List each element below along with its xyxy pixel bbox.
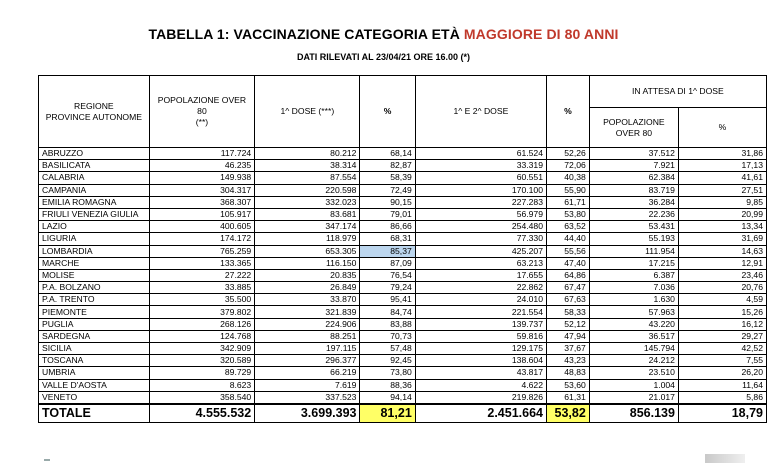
value-cell: 86,66 xyxy=(360,221,415,233)
value-cell: 62.384 xyxy=(589,172,678,184)
table-row xyxy=(39,196,767,208)
header-first-dose-pct: % xyxy=(360,76,415,148)
value-cell: 43.220 xyxy=(589,318,678,330)
value-cell: 296.377 xyxy=(255,355,360,367)
value-cell: 79,24 xyxy=(360,282,415,294)
value-cell: 24.010 xyxy=(415,294,546,306)
total-value: 81,21 xyxy=(360,404,415,423)
header-second-dose-pct: % xyxy=(546,76,589,148)
region-cell: CALABRIA xyxy=(39,172,150,184)
value-cell: 33.870 xyxy=(255,294,360,306)
region-cell: LIGURIA xyxy=(39,233,150,245)
region-cell: CAMPANIA xyxy=(39,184,150,196)
region-cell: P.A. BOLZANO xyxy=(39,282,150,294)
table-row xyxy=(39,233,767,245)
value-cell: 765.259 xyxy=(149,245,255,257)
value-cell: 139.737 xyxy=(415,318,546,330)
table-row xyxy=(39,282,767,294)
value-cell: 31,86 xyxy=(678,148,766,160)
value-cell: 304.317 xyxy=(149,184,255,196)
region-cell: SICILIA xyxy=(39,343,150,355)
page-title xyxy=(0,26,767,42)
value-cell: 124.768 xyxy=(149,330,255,342)
value-cell: 83.719 xyxy=(589,184,678,196)
value-cell: 44,40 xyxy=(546,233,589,245)
table-row xyxy=(39,391,767,404)
vaccination-table xyxy=(38,75,767,423)
region-cell: BASILICATA xyxy=(39,160,150,172)
value-cell: 63.213 xyxy=(415,257,546,269)
value-cell: 67,63 xyxy=(546,294,589,306)
value-cell: 61,71 xyxy=(546,196,589,208)
value-cell: 129.175 xyxy=(415,343,546,355)
region-cell: UMBRIA xyxy=(39,367,150,379)
total-value: 3.699.393 xyxy=(255,404,360,423)
value-cell: 9,85 xyxy=(678,196,766,208)
value-cell: 1.004 xyxy=(589,379,678,391)
value-cell: 24.212 xyxy=(589,355,678,367)
table-row xyxy=(39,245,767,257)
value-cell: 379.802 xyxy=(149,306,255,318)
value-cell: 118.979 xyxy=(255,233,360,245)
value-cell: 41,61 xyxy=(678,172,766,184)
value-cell: 68,14 xyxy=(360,148,415,160)
region-cell: VALLE D'AOSTA xyxy=(39,379,150,391)
value-cell: 35.500 xyxy=(149,294,255,306)
total-value: 2.451.664 xyxy=(415,404,546,423)
value-cell: 337.523 xyxy=(255,391,360,404)
value-cell: 48,83 xyxy=(546,367,589,379)
corner-fragment xyxy=(705,454,745,463)
value-cell: 347.174 xyxy=(255,221,360,233)
table-row xyxy=(39,379,767,391)
value-cell: 66.219 xyxy=(255,367,360,379)
value-cell: 37.512 xyxy=(589,148,678,160)
value-cell: 73,80 xyxy=(360,367,415,379)
value-cell: 227.283 xyxy=(415,196,546,208)
value-cell: 221.554 xyxy=(415,306,546,318)
value-cell: 94,14 xyxy=(360,391,415,404)
value-cell: 13,34 xyxy=(678,221,766,233)
value-cell: 59.816 xyxy=(415,330,546,342)
value-cell: 46.235 xyxy=(149,160,255,172)
value-cell: 31,69 xyxy=(678,233,766,245)
value-cell: 47,40 xyxy=(546,257,589,269)
total-value: 4.555.532 xyxy=(149,404,255,423)
value-cell: 68,31 xyxy=(360,233,415,245)
value-cell: 5,86 xyxy=(678,391,766,404)
value-cell: 84,74 xyxy=(360,306,415,318)
value-cell: 254.480 xyxy=(415,221,546,233)
value-cell: 4.622 xyxy=(415,379,546,391)
value-cell: 1.630 xyxy=(589,294,678,306)
value-cell: 4,59 xyxy=(678,294,766,306)
value-cell: 15,26 xyxy=(678,306,766,318)
value-cell: 52,12 xyxy=(546,318,589,330)
value-cell: 23,46 xyxy=(678,269,766,281)
header-waiting-group: IN ATTESA DI 1^ DOSE xyxy=(589,76,766,108)
value-cell: 105.917 xyxy=(149,208,255,220)
value-cell: 224.906 xyxy=(255,318,360,330)
value-cell: 653.305 xyxy=(255,245,360,257)
table-row xyxy=(39,318,767,330)
value-cell: 53,60 xyxy=(546,379,589,391)
region-cell: VENETO xyxy=(39,391,150,404)
table-row xyxy=(39,330,767,342)
region-cell: FRIULI VENEZIA GIULIA xyxy=(39,208,150,220)
value-cell: 17,13 xyxy=(678,160,766,172)
table-row xyxy=(39,208,767,220)
value-cell: 53.431 xyxy=(589,221,678,233)
value-cell: 14,63 xyxy=(678,245,766,257)
value-cell: 27.222 xyxy=(149,269,255,281)
value-cell: 29,27 xyxy=(678,330,766,342)
value-cell: 67,47 xyxy=(546,282,589,294)
value-cell: 268.126 xyxy=(149,318,255,330)
value-cell: 16,12 xyxy=(678,318,766,330)
value-cell: 36.517 xyxy=(589,330,678,342)
header-region: REGIONE PROVINCE AUTONOME xyxy=(39,76,150,148)
value-cell: 58,39 xyxy=(360,172,415,184)
value-cell: 79,01 xyxy=(360,208,415,220)
value-cell: 220.598 xyxy=(255,184,360,196)
value-cell: 53,80 xyxy=(546,208,589,220)
table-row xyxy=(39,257,767,269)
value-cell: 111.954 xyxy=(589,245,678,257)
table-row xyxy=(39,355,767,367)
value-cell: 63,52 xyxy=(546,221,589,233)
value-cell: 56.979 xyxy=(415,208,546,220)
value-cell: 43,23 xyxy=(546,355,589,367)
header-second-dose: 1^ E 2^ DOSE xyxy=(415,76,546,148)
value-cell: 58,33 xyxy=(546,306,589,318)
total-label: TOTALE xyxy=(39,404,150,423)
region-cell: LOMBARDIA xyxy=(39,245,150,257)
value-cell: 89.729 xyxy=(149,367,255,379)
value-cell: 425.207 xyxy=(415,245,546,257)
value-cell: 7.036 xyxy=(589,282,678,294)
region-cell: PUGLIA xyxy=(39,318,150,330)
value-cell: 85,37 xyxy=(360,245,415,257)
value-cell: 83,88 xyxy=(360,318,415,330)
value-cell: 342.909 xyxy=(149,343,255,355)
value-cell: 33.885 xyxy=(149,282,255,294)
value-cell: 17.215 xyxy=(589,257,678,269)
table-row xyxy=(39,367,767,379)
header-waiting-pct: % xyxy=(678,108,766,148)
region-cell: MARCHE xyxy=(39,257,150,269)
value-cell: 77.330 xyxy=(415,233,546,245)
region-cell: SARDEGNA xyxy=(39,330,150,342)
value-cell: 116.150 xyxy=(255,257,360,269)
table-row xyxy=(39,184,767,196)
value-cell: 88.251 xyxy=(255,330,360,342)
value-cell: 219.826 xyxy=(415,391,546,404)
value-cell: 80.212 xyxy=(255,148,360,160)
region-cell: PIEMONTE xyxy=(39,306,150,318)
value-cell: 47,94 xyxy=(546,330,589,342)
table-row xyxy=(39,148,767,160)
value-cell: 40,38 xyxy=(546,172,589,184)
value-cell: 7,55 xyxy=(678,355,766,367)
value-cell: 33.319 xyxy=(415,160,546,172)
value-cell: 400.605 xyxy=(149,221,255,233)
page-subtitle: DATI RILEVATI AL 23/04/21 ORE 16.00 (*) xyxy=(296,52,471,62)
value-cell: 320.589 xyxy=(149,355,255,367)
value-cell: 17.655 xyxy=(415,269,546,281)
value-cell: 197.115 xyxy=(255,343,360,355)
value-cell: 55,90 xyxy=(546,184,589,196)
table-row xyxy=(39,343,767,355)
value-cell: 36.284 xyxy=(589,196,678,208)
page-mark xyxy=(44,459,50,461)
value-cell: 60.551 xyxy=(415,172,546,184)
value-cell: 92,45 xyxy=(360,355,415,367)
value-cell: 22.236 xyxy=(589,208,678,220)
value-cell: 61,31 xyxy=(546,391,589,404)
value-cell: 321.839 xyxy=(255,306,360,318)
table-row xyxy=(39,269,767,281)
value-cell: 21.017 xyxy=(589,391,678,404)
total-value: 18,79 xyxy=(678,404,766,423)
value-cell: 12,91 xyxy=(678,257,766,269)
table-row xyxy=(39,172,767,184)
title-highlight: MAGGIORE DI 80 ANNI xyxy=(463,26,619,42)
value-cell: 95,41 xyxy=(360,294,415,306)
value-cell: 23.510 xyxy=(589,367,678,379)
value-cell: 87.554 xyxy=(255,172,360,184)
region-cell: MOLISE xyxy=(39,269,150,281)
header-waiting-population: POPOLAZIONE OVER 80 xyxy=(589,108,678,148)
value-cell: 11,64 xyxy=(678,379,766,391)
table-row xyxy=(39,160,767,172)
value-cell: 88,36 xyxy=(360,379,415,391)
value-cell: 87,09 xyxy=(360,257,415,269)
value-cell: 57,48 xyxy=(360,343,415,355)
title-prefix: TABELLA 1: VACCINAZIONE CATEGORIA ETÀ xyxy=(148,26,464,42)
value-cell: 7.619 xyxy=(255,379,360,391)
value-cell: 149.938 xyxy=(149,172,255,184)
value-cell: 8.623 xyxy=(149,379,255,391)
value-cell: 332.023 xyxy=(255,196,360,208)
value-cell: 55.193 xyxy=(589,233,678,245)
value-cell: 76,54 xyxy=(360,269,415,281)
region-cell: ABRUZZO xyxy=(39,148,150,160)
value-cell: 145.794 xyxy=(589,343,678,355)
value-cell: 61.524 xyxy=(415,148,546,160)
value-cell: 42,52 xyxy=(678,343,766,355)
total-row xyxy=(39,404,767,423)
value-cell: 368.307 xyxy=(149,196,255,208)
table-row xyxy=(39,306,767,318)
value-cell: 43.817 xyxy=(415,367,546,379)
value-cell: 90,15 xyxy=(360,196,415,208)
value-cell: 133.365 xyxy=(149,257,255,269)
value-cell: 57.963 xyxy=(589,306,678,318)
value-cell: 174.172 xyxy=(149,233,255,245)
value-cell: 55,56 xyxy=(546,245,589,257)
value-cell: 70,73 xyxy=(360,330,415,342)
total-value: 856.139 xyxy=(589,404,678,423)
value-cell: 26.849 xyxy=(255,282,360,294)
value-cell: 37,67 xyxy=(546,343,589,355)
table-row xyxy=(39,294,767,306)
value-cell: 38.314 xyxy=(255,160,360,172)
value-cell: 138.604 xyxy=(415,355,546,367)
value-cell: 64,86 xyxy=(546,269,589,281)
value-cell: 72,06 xyxy=(546,160,589,172)
region-cell: LAZIO xyxy=(39,221,150,233)
value-cell: 7.921 xyxy=(589,160,678,172)
value-cell: 358.540 xyxy=(149,391,255,404)
total-value: 53,82 xyxy=(546,404,589,423)
value-cell: 83.681 xyxy=(255,208,360,220)
value-cell: 20,99 xyxy=(678,208,766,220)
value-cell: 117.724 xyxy=(149,148,255,160)
header-first-dose: 1^ DOSE (***) xyxy=(255,76,360,148)
region-cell: TOSCANA xyxy=(39,355,150,367)
region-cell: EMILIA ROMAGNA xyxy=(39,196,150,208)
value-cell: 22.862 xyxy=(415,282,546,294)
value-cell: 170.100 xyxy=(415,184,546,196)
value-cell: 26,20 xyxy=(678,367,766,379)
value-cell: 82,87 xyxy=(360,160,415,172)
value-cell: 6.387 xyxy=(589,269,678,281)
value-cell: 20.835 xyxy=(255,269,360,281)
value-cell: 52,26 xyxy=(546,148,589,160)
header-population: POPOLAZIONE OVER 80 (**) xyxy=(149,76,255,148)
table-row xyxy=(39,221,767,233)
value-cell: 20,76 xyxy=(678,282,766,294)
value-cell: 27,51 xyxy=(678,184,766,196)
region-cell: P.A. TRENTO xyxy=(39,294,150,306)
value-cell: 72,49 xyxy=(360,184,415,196)
